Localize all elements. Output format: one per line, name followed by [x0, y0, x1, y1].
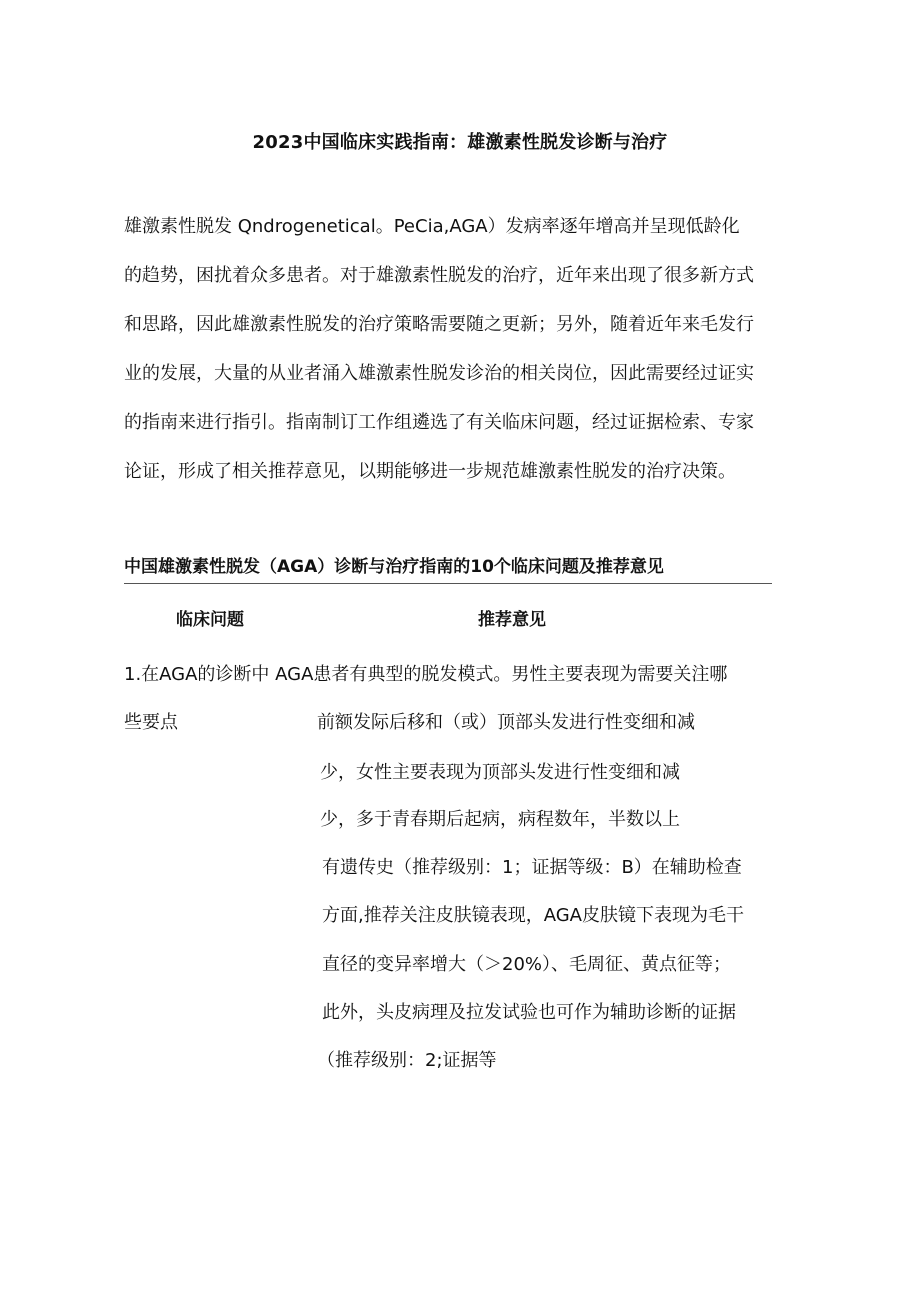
- row1-question-line: 1.在AGA的诊断中 AGA患者有典型的脱发模式。男性主要表现为需要关注哪: [124, 664, 728, 685]
- row1-recommendation-line: 有遗传史（推荐级别：1；证据等级：B）在辅助检查: [322, 857, 742, 878]
- intro-paragraph-line: 的指南来进行指引。指南制订工作组遴选了有关临床问题，经过证据检索、专家: [124, 412, 754, 433]
- row1-recommendation-line: 方面,推荐关注皮肤镜表现，AGA皮肤镜下表现为毛干: [322, 905, 744, 926]
- intro-paragraph-line: 雄激素性脱发 Qndrogenetical。PeCia,AGA）发病率逐年增高并呈现低龄化: [124, 216, 740, 237]
- table-heading: 中国雄激素性脱发（AGA）诊断与治疗指南的10个临床问题及推荐意见: [124, 557, 664, 577]
- intro-paragraph-line: 和思路，因此雄激素性脱发的治疗策略需要随之更新；另外，随着近年来毛发行: [124, 314, 754, 335]
- document-title: 2023中国临床实践指南：雄激素性脱发诊断与治疗: [252, 132, 668, 153]
- intro-paragraph-line: 的趋势，困扰着众多患者。对于雄激素性脱发的治疗，近年来出现了很多新方式: [124, 265, 754, 286]
- intro-paragraph-line: 论证，形成了相关推荐意见，以期能够进一步规范雄激素性脱发的治疗决策。: [124, 461, 736, 482]
- row1-recommendation-line: 少，女性主要表现为顶部头发进行性变细和减: [320, 762, 680, 783]
- row1-recommendation-line: 少，多于青春期后起病，病程数年，半数以上: [320, 809, 680, 830]
- column-header-recommendation: 推荐意见: [478, 610, 546, 630]
- intro-paragraph-line: 业的发展，大量的从业者涌入雄激素性脱发诊治的相关岗位，因此需要经过证实: [124, 363, 754, 384]
- row1-recommendation-line: 此外，头皮病理及拉发试验也可作为辅助诊断的证据: [322, 1002, 736, 1023]
- row1-recommendation-line: （推荐级别：2;证据等: [317, 1050, 497, 1071]
- table-divider: [124, 583, 772, 584]
- column-header-question: 临床问题: [176, 610, 244, 630]
- row1-recommendation-line: 直径的变异率增大（＞20%）、毛周征、黄点征等；: [322, 954, 732, 975]
- row1-recommendation-line: 前额发际后移和（或）顶部头发进行性变细和减: [317, 712, 695, 733]
- row1-question-line: 些要点: [124, 712, 178, 733]
